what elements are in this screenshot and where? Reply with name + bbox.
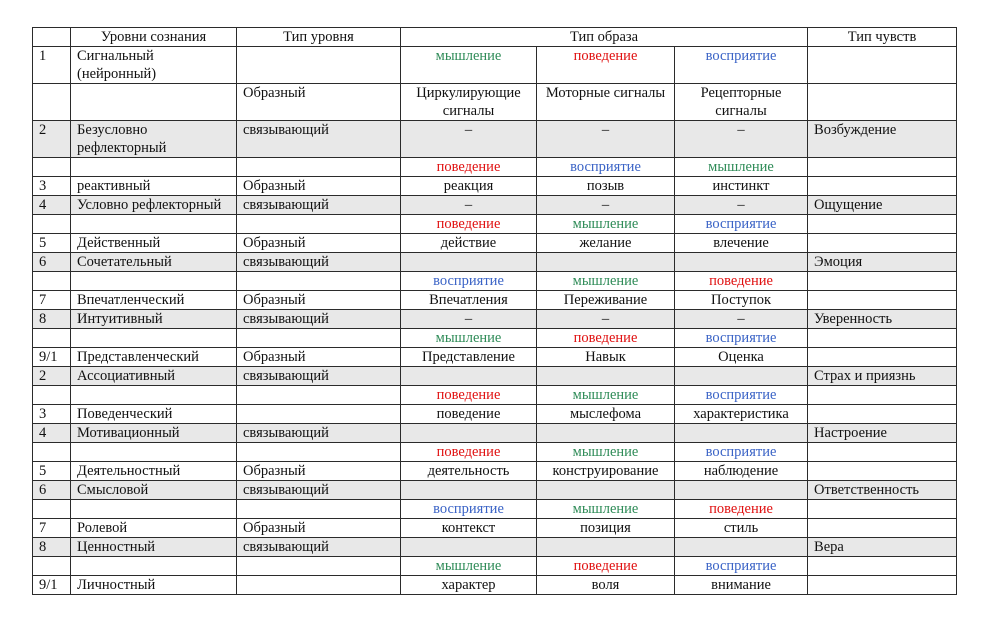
image-cell-3: поведение [675,272,808,291]
level-type-cell: связывающий [237,253,401,272]
image-cell-3: характеристика [675,405,808,424]
image-cell-3: восприятие [675,386,808,405]
level-type-cell [237,158,401,177]
image-cell-2: восприятие [537,158,675,177]
row-num-cell: 3 [33,405,71,424]
feeling-cell [808,519,957,538]
image-cell-2: мышление [537,272,675,291]
image-cell-2: желание [537,234,675,253]
feeling-cell [808,348,957,367]
feeling-cell [808,329,957,348]
row-num-cell [33,557,71,576]
level-type-cell: Образный [237,519,401,538]
feeling-cell [808,291,957,310]
level-name-cell: Мотивационный [71,424,237,443]
image-cell-3: стиль [675,519,808,538]
image-cell-3: восприятие [675,329,808,348]
table-row [33,443,957,462]
level-type-cell: связывающий [237,310,401,329]
feeling-cell: Ответственность [808,481,957,500]
row-num-cell [33,272,71,291]
image-cell-2: позыв [537,177,675,196]
level-name-cell: Сочетательный [71,253,237,272]
feeling-cell: Вера [808,538,957,557]
table-row [33,538,957,557]
image-cell-1: контекст [401,519,537,538]
image-cell-1 [401,253,537,272]
image-cell-3: – [675,310,808,329]
image-cell-2: мыслефома [537,405,675,424]
level-name-cell [71,500,237,519]
feeling-cell [808,500,957,519]
level-type-cell [237,386,401,405]
image-cell-1: восприятие [401,500,537,519]
table-row [33,196,957,215]
level-name-cell: Сигнальный (нейронный) [71,47,237,84]
feeling-cell [808,234,957,253]
image-cell-2: мышление [537,215,675,234]
image-cell-1: поведение [401,215,537,234]
feeling-cell [808,177,957,196]
image-cell-2: Моторные сигналы [537,84,675,121]
feeling-cell [808,272,957,291]
row-num-cell [33,443,71,462]
table-body [33,47,957,595]
level-type-cell: связывающий [237,481,401,500]
table-row [33,121,957,158]
table-row [33,291,957,310]
image-cell-2: мышление [537,386,675,405]
image-cell-2: Навык [537,348,675,367]
level-name-cell [71,329,237,348]
image-cell-3: влечение [675,234,808,253]
row-num-cell [33,215,71,234]
image-cell-3: мышление [675,158,808,177]
header-level-type: Тип уровня [237,28,401,47]
row-num-cell: 7 [33,291,71,310]
feeling-cell: Возбуждение [808,121,957,158]
row-num-cell [33,386,71,405]
image-cell-3: внимание [675,576,808,595]
level-name-cell: Условно рефлекторный [71,196,237,215]
level-type-cell [237,47,401,84]
row-num-cell: 5 [33,462,71,481]
image-cell-1: поведение [401,443,537,462]
level-name-cell: Ценностный [71,538,237,557]
table-row [33,310,957,329]
table-row [33,215,957,234]
level-type-cell: Образный [237,84,401,121]
feeling-cell [808,215,957,234]
table-row [33,177,957,196]
feeling-cell: Эмоция [808,253,957,272]
feeling-cell [808,576,957,595]
feeling-cell: Ощущение [808,196,957,215]
image-cell-1: восприятие [401,272,537,291]
consciousness-levels-table [32,27,957,595]
image-cell-2 [537,367,675,386]
level-type-cell: Образный [237,462,401,481]
image-cell-3: – [675,121,808,158]
row-num-cell: 2 [33,121,71,158]
level-name-cell [71,272,237,291]
header-image-type: Тип образа [401,28,808,47]
table-row [33,47,957,84]
image-cell-3: восприятие [675,443,808,462]
image-cell-2: – [537,310,675,329]
image-cell-2 [537,253,675,272]
level-name-cell: Смысловой [71,481,237,500]
image-cell-1: Впечатления [401,291,537,310]
table-row [33,329,957,348]
image-cell-1: поведение [401,405,537,424]
image-cell-1: Представление [401,348,537,367]
table-row [33,348,957,367]
image-cell-1: – [401,310,537,329]
level-type-cell [237,500,401,519]
row-num-cell [33,158,71,177]
level-type-cell [237,329,401,348]
image-cell-3: восприятие [675,47,808,84]
row-num-cell [33,84,71,121]
image-cell-1: деятельность [401,462,537,481]
level-name-cell: Ролевой [71,519,237,538]
feeling-cell [808,84,957,121]
feeling-cell [808,386,957,405]
level-type-cell: Образный [237,177,401,196]
level-name-cell [71,158,237,177]
level-type-cell: Образный [237,234,401,253]
level-type-cell: связывающий [237,196,401,215]
row-num-cell: 6 [33,481,71,500]
level-name-cell: Представленческий [71,348,237,367]
image-cell-2: поведение [537,47,675,84]
image-cell-1: мышление [401,47,537,84]
level-type-cell [237,443,401,462]
row-num-cell: 1 [33,47,71,84]
image-cell-1: поведение [401,158,537,177]
table-row [33,481,957,500]
image-cell-3: Оценка [675,348,808,367]
feeling-cell [808,443,957,462]
row-num-cell: 9/1 [33,348,71,367]
row-num-cell: 4 [33,424,71,443]
feeling-cell: Страх и приязнь [808,367,957,386]
table-row [33,462,957,481]
level-name-cell [71,386,237,405]
level-name-cell [71,443,237,462]
level-name-cell: Ассоциативный [71,367,237,386]
image-cell-3: наблюдение [675,462,808,481]
feeling-cell: Уверенность [808,310,957,329]
image-cell-1 [401,367,537,386]
level-name-cell [71,84,237,121]
row-num-cell: 3 [33,177,71,196]
image-cell-2: воля [537,576,675,595]
table-row [33,519,957,538]
image-cell-1: поведение [401,386,537,405]
table-row [33,576,957,595]
header-feeling-type: Тип чувств [808,28,957,47]
image-cell-3 [675,538,808,557]
image-cell-1 [401,481,537,500]
feeling-cell [808,405,957,424]
image-cell-1: мышление [401,557,537,576]
image-cell-1: мышление [401,329,537,348]
level-type-cell: связывающий [237,367,401,386]
table-row [33,557,957,576]
image-cell-2: Переживание [537,291,675,310]
level-name-cell: Безусловно рефлекторный [71,121,237,158]
row-num-cell: 5 [33,234,71,253]
table-row [33,405,957,424]
image-cell-3: Поступок [675,291,808,310]
image-cell-3: инстинкт [675,177,808,196]
header-levels: Уровни сознания [71,28,237,47]
image-cell-1: Циркулирующие сигналы [401,84,537,121]
row-num-cell [33,329,71,348]
image-cell-2: мышление [537,500,675,519]
image-cell-1: – [401,196,537,215]
table-row [33,253,957,272]
level-type-cell [237,272,401,291]
image-cell-3 [675,253,808,272]
level-type-cell: Образный [237,291,401,310]
row-num-cell: 2 [33,367,71,386]
row-num-cell: 4 [33,196,71,215]
level-name-cell [71,557,237,576]
level-type-cell: Образный [237,348,401,367]
row-num-cell: 6 [33,253,71,272]
table-row [33,84,957,121]
image-cell-2: – [537,121,675,158]
image-cell-2: – [537,196,675,215]
header-num [33,28,71,47]
image-cell-3: восприятие [675,215,808,234]
table-row [33,272,957,291]
feeling-cell [808,47,957,84]
image-cell-3 [675,367,808,386]
image-cell-2 [537,538,675,557]
row-num-cell: 7 [33,519,71,538]
table-row [33,386,957,405]
level-type-cell [237,576,401,595]
row-num-cell [33,500,71,519]
row-num-cell: 8 [33,310,71,329]
image-cell-3 [675,424,808,443]
image-cell-2 [537,481,675,500]
level-name-cell: Деятельностный [71,462,237,481]
image-cell-3: поведение [675,500,808,519]
level-name-cell: Поведенческий [71,405,237,424]
level-type-cell [237,405,401,424]
level-type-cell: связывающий [237,121,401,158]
table-row [33,367,957,386]
level-name-cell: Действенный [71,234,237,253]
image-cell-1: действие [401,234,537,253]
level-name-cell: реактивный [71,177,237,196]
image-cell-1: реакция [401,177,537,196]
level-name-cell: Личностный [71,576,237,595]
table-row [33,500,957,519]
image-cell-2 [537,424,675,443]
row-num-cell: 9/1 [33,576,71,595]
level-type-cell: связывающий [237,424,401,443]
level-type-cell: связывающий [237,538,401,557]
level-type-cell [237,557,401,576]
row-num-cell: 8 [33,538,71,557]
level-type-cell [237,215,401,234]
image-cell-3: – [675,196,808,215]
image-cell-1 [401,424,537,443]
image-cell-3 [675,481,808,500]
feeling-cell [808,557,957,576]
image-cell-2: поведение [537,329,675,348]
image-cell-3: Рецепторные сигналы [675,84,808,121]
image-cell-1: характер [401,576,537,595]
table-row [33,234,957,253]
image-cell-1: – [401,121,537,158]
feeling-cell [808,158,957,177]
image-cell-2: конструирование [537,462,675,481]
table-row [33,158,957,177]
table-header-row [33,28,957,47]
image-cell-3: восприятие [675,557,808,576]
feeling-cell: Настроение [808,424,957,443]
image-cell-2: мышление [537,443,675,462]
level-name-cell [71,215,237,234]
level-name-cell: Впечатленческий [71,291,237,310]
level-name-cell: Интуитивный [71,310,237,329]
image-cell-2: позиция [537,519,675,538]
feeling-cell [808,462,957,481]
image-cell-1 [401,538,537,557]
table-row [33,424,957,443]
image-cell-2: поведение [537,557,675,576]
